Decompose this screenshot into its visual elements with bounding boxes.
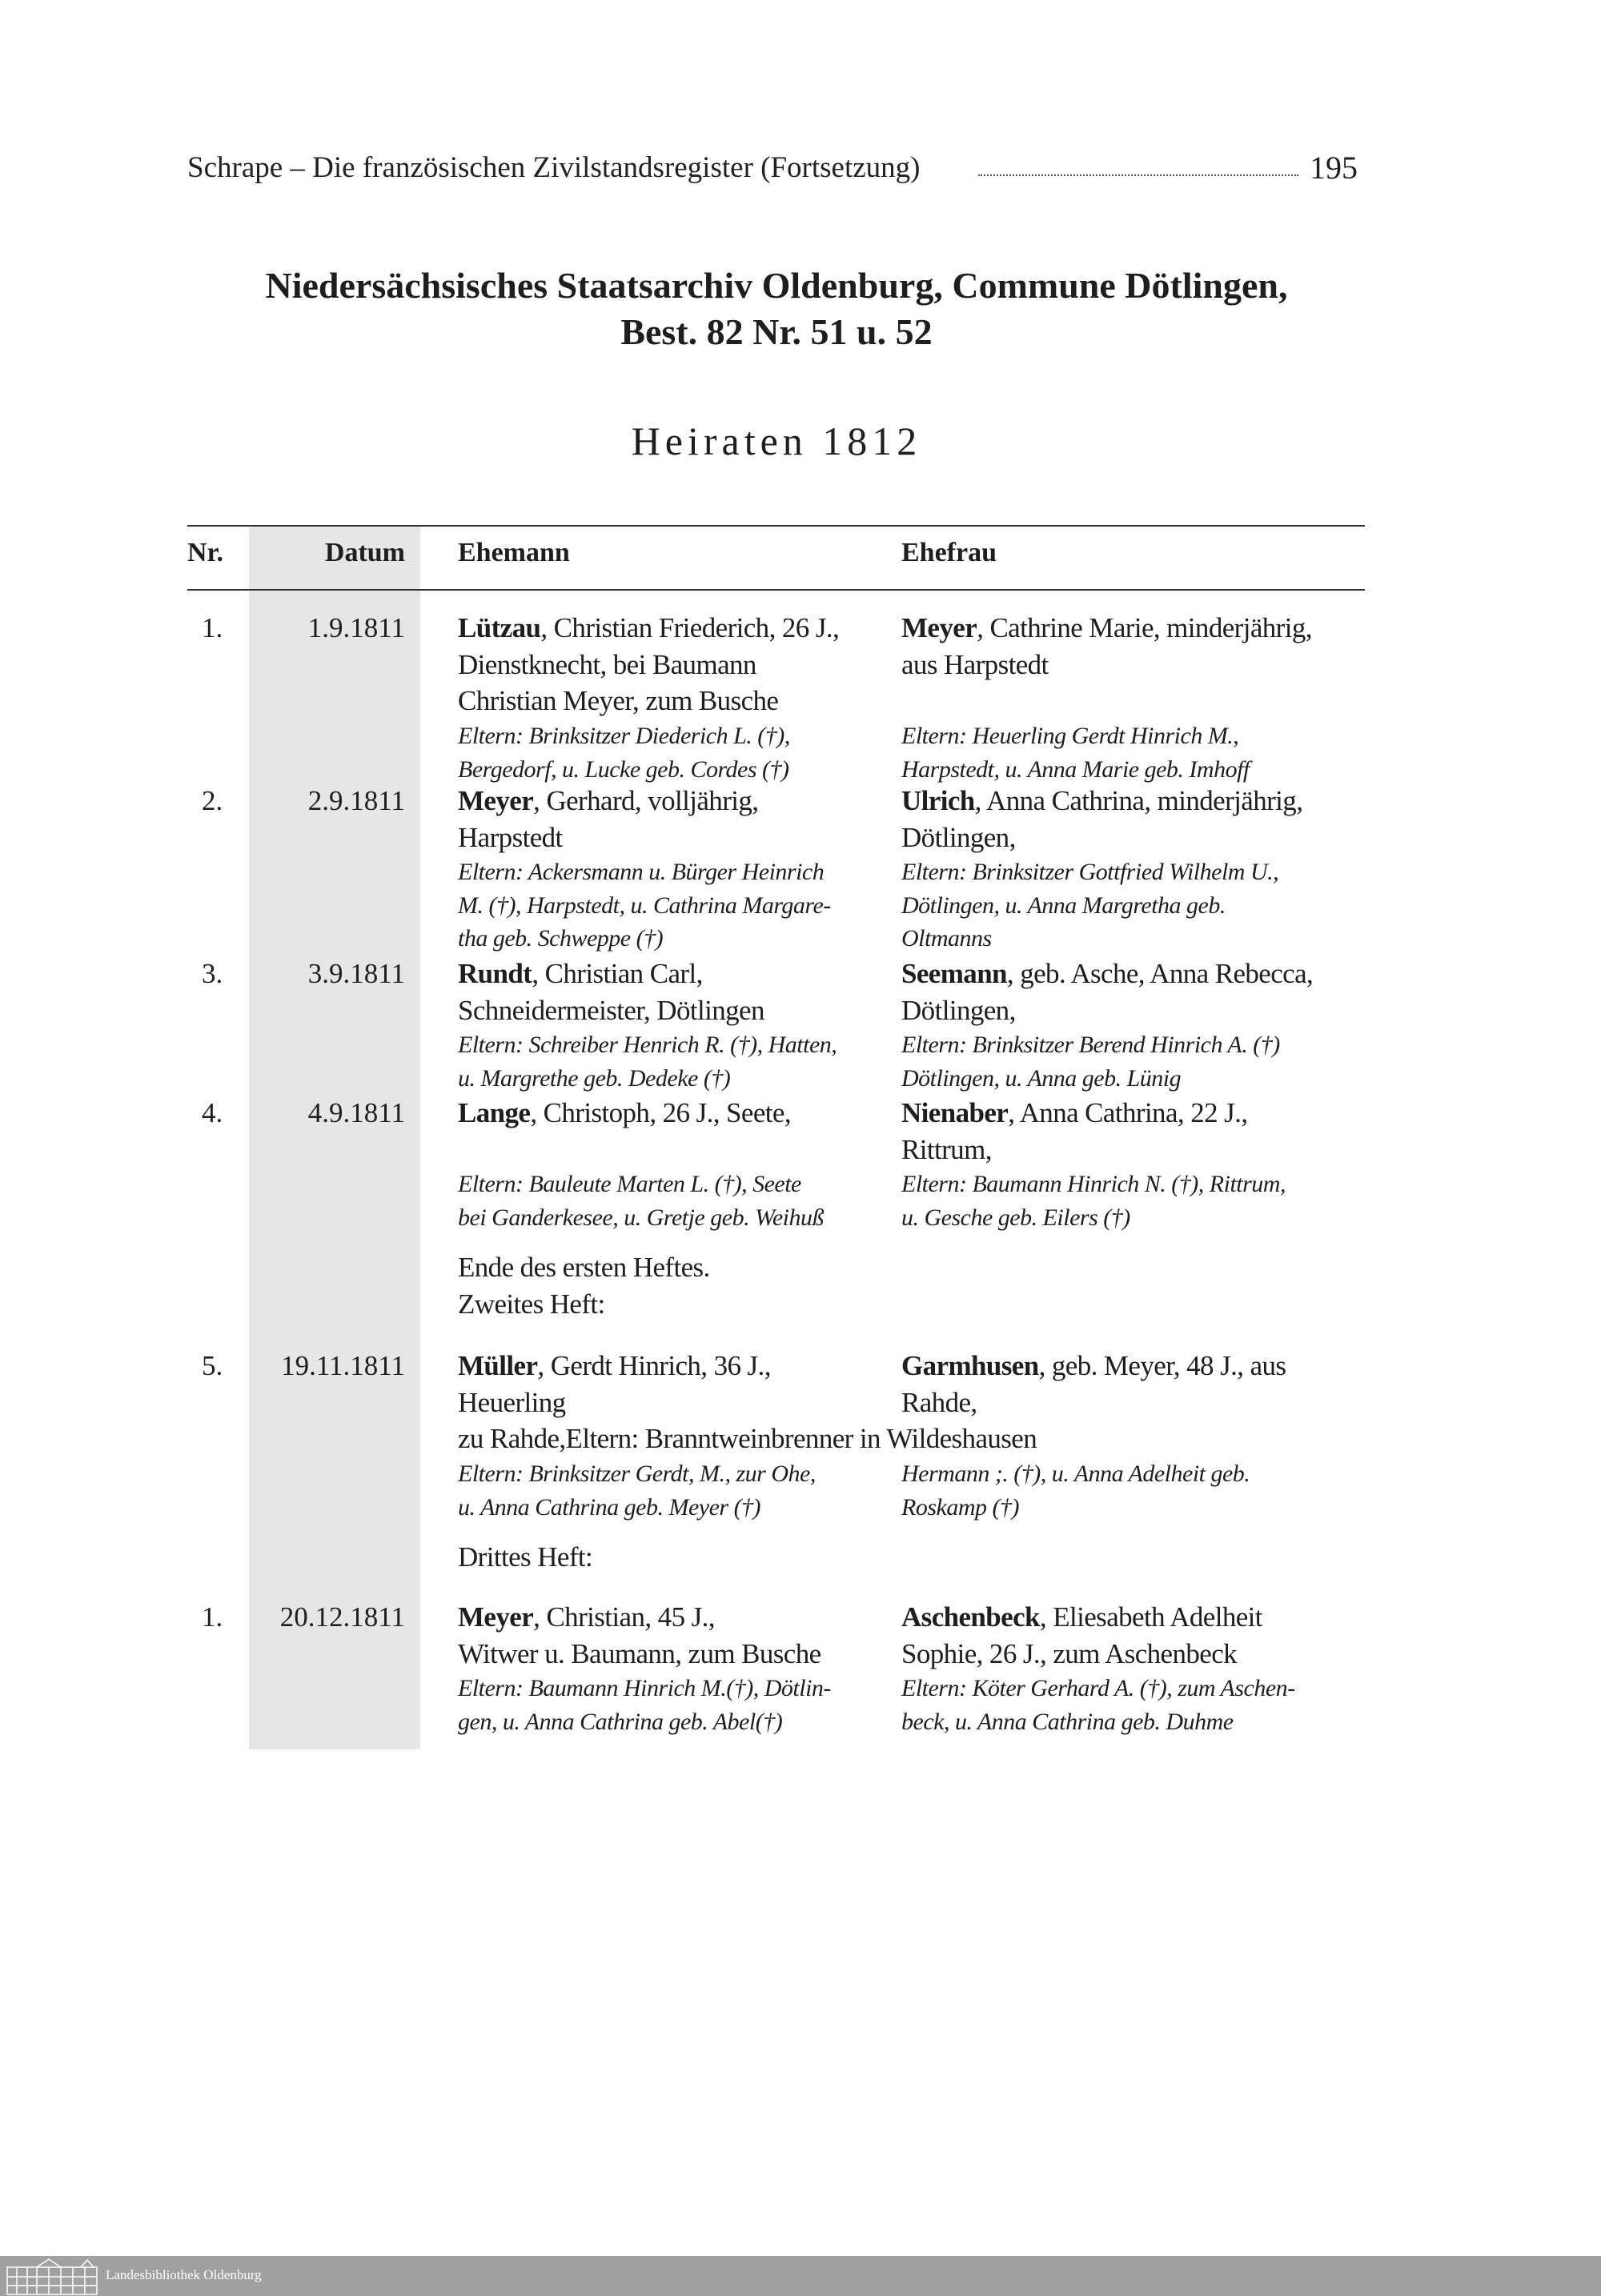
wife-surname: Nienaber xyxy=(901,1097,1009,1128)
husband-parents-line: u. Margrethe geb. Dedeke (†) xyxy=(458,1064,731,1092)
husband-line: Lange, Christoph, 26 J., Seete, xyxy=(458,1097,791,1128)
wife-parents xyxy=(901,719,1370,786)
wife-surname: Garmhusen xyxy=(901,1350,1039,1381)
wife-parents-line: u. Gesche geb. Eilers (†) xyxy=(901,1204,1130,1231)
husband-surname: Müller xyxy=(458,1350,538,1381)
parents-details xyxy=(458,1028,1370,1095)
husband-details xyxy=(458,610,901,719)
husband-line: Dienstknecht, bei Baumann xyxy=(458,648,756,680)
column-header-ehefrau: Ehefrau xyxy=(901,538,997,567)
table-header-rule xyxy=(187,589,1365,591)
wife-line xyxy=(901,683,1370,719)
spouse-details xyxy=(458,783,1370,855)
parents-details xyxy=(458,1457,1370,1524)
husband-parents-line: M. (†), Harpstedt, u. Cathrina Margare- xyxy=(458,892,831,919)
wife-details xyxy=(901,1095,1370,1168)
entry-number: 4. xyxy=(202,1097,223,1128)
entry-date: 1.9.1811 xyxy=(307,612,405,643)
wife-line: Rahde, xyxy=(901,1386,977,1418)
wife-parents-line: Eltern: Heuerling Gerdt Hinrich M., xyxy=(901,723,1239,750)
husband-line: Lützau, Christian Friederich, 26 J., xyxy=(458,612,840,643)
entry-number: 3. xyxy=(202,958,223,989)
wife-parents-line: Dötlingen, u. Anna geb. Lünig xyxy=(901,1064,1182,1092)
husband-parents-line: Eltern: Brinksitzer Diederich L. (†), xyxy=(458,723,790,750)
husband-parents xyxy=(458,855,901,956)
entry-number: 1. xyxy=(202,612,223,643)
husband-parents-line: Eltern: Baumann Hinrich M.(†), Dötlin- xyxy=(458,1675,831,1702)
parents-details xyxy=(458,855,1370,956)
wife-surname: Ulrich xyxy=(901,785,975,816)
husband-details xyxy=(458,1348,901,1420)
entry-body xyxy=(458,956,1370,1095)
husband-parents-line: u. Anna Cathrina geb. Meyer (†) xyxy=(458,1493,761,1521)
husband-surname: Lützau xyxy=(458,612,541,643)
spouse-details xyxy=(458,1095,1370,1168)
husband-details xyxy=(458,1599,901,1672)
entry-body xyxy=(458,1348,1370,1524)
husband-parents-line: Eltern: Brinksitzer Gerdt, M., zur Ohe, xyxy=(458,1461,816,1488)
entry-date: 2.9.1811 xyxy=(307,785,405,816)
wife-details xyxy=(901,1348,1370,1420)
husband-parents-line: Eltern: Schreiber Henrich R. (†), Hatten, xyxy=(458,1032,837,1059)
wife-parents-line: Eltern: Brinksitzer Gottfried Wilhelm U., xyxy=(901,859,1279,886)
wife-line: Dötlingen, xyxy=(901,994,1016,1026)
entry-body xyxy=(458,610,1370,786)
entry-date: 3.9.1811 xyxy=(307,958,405,989)
husband-line: Heuerling xyxy=(458,1386,566,1418)
wife-line: Sophie, 26 J., zum Aschenbeck xyxy=(901,1637,1238,1669)
entry-date: 4.9.1811 xyxy=(307,1097,405,1128)
husband-line: Meyer, Gerhard, volljährig, xyxy=(458,785,759,816)
entry-number: 1. xyxy=(202,1601,223,1633)
wife-parents-line: Oltmanns xyxy=(901,925,992,952)
entry-body xyxy=(458,1599,1370,1738)
entry-number: 2. xyxy=(202,785,223,816)
husband-line: Müller, Gerdt Hinrich, 36 J., xyxy=(458,1350,771,1381)
wife-parents-line: Eltern: Baumann Hinrich N. (†), Rittrum, xyxy=(901,1171,1286,1198)
husband-details xyxy=(458,1095,901,1168)
wife-details xyxy=(901,783,1370,855)
wife-surname: Seemann xyxy=(901,958,1007,989)
wife-line: Nienaber, Anna Cathrina, 22 J., xyxy=(901,1097,1248,1128)
husband-surname: Meyer xyxy=(458,785,534,816)
table-top-rule xyxy=(187,525,1365,527)
spouse-details xyxy=(458,1348,1370,1420)
husband-parents-line: Eltern: Bauleute Marten L. (†), Seete xyxy=(458,1171,801,1198)
parents-details xyxy=(458,1168,1370,1234)
husband-line: Harpstedt xyxy=(458,821,563,853)
husband-line: Rundt, Christian Carl, xyxy=(458,958,703,989)
date-column-shading xyxy=(249,526,420,1749)
husband-parents-line: Bergedorf, u. Lucke geb. Cordes (†) xyxy=(458,755,789,783)
husband-surname: Meyer xyxy=(458,1601,534,1633)
entry-number: 5. xyxy=(202,1350,223,1381)
wife-line: Rittrum, xyxy=(901,1133,992,1165)
wife-details xyxy=(901,610,1370,719)
wife-parents xyxy=(901,1672,1370,1738)
husband-line xyxy=(458,1132,901,1168)
wife-details xyxy=(901,956,1370,1028)
parents-details xyxy=(458,1672,1370,1738)
entry-body xyxy=(458,783,1370,956)
wife-line: Meyer, Cathrine Marie, minderjährig, xyxy=(901,612,1312,643)
wife-parents xyxy=(901,1168,1370,1234)
wife-surname: Aschenbeck xyxy=(901,1601,1040,1633)
husband-parents-line: tha geb. Schweppe (†) xyxy=(458,925,664,952)
husband-line: Christian Meyer, zum Busche xyxy=(458,685,779,717)
wife-parents-line: Dötlingen, u. Anna Margretha geb. xyxy=(901,892,1226,919)
note-third-booklet: Drittes Heft: xyxy=(458,1541,593,1573)
wife-parents-line: Eltern: Köter Gerhard A. (†), zum Aschen- xyxy=(901,1675,1295,1702)
entry-body xyxy=(458,1095,1370,1234)
spouse-details xyxy=(458,1599,1370,1672)
husband-parents xyxy=(458,1168,901,1234)
wife-line: Garmhusen, geb. Meyer, 48 J., aus xyxy=(901,1350,1286,1381)
parents-details xyxy=(458,719,1370,786)
page-title-line-2: Best. 82 Nr. 51 u. 52 xyxy=(620,311,933,352)
column-header-datum: Datum xyxy=(324,538,405,567)
spouse-details xyxy=(458,610,1370,719)
husband-line: Meyer, Christian, 45 J., xyxy=(458,1601,715,1633)
husband-parents xyxy=(458,1457,901,1524)
note-end-first-booklet: Ende des ersten Heftes. xyxy=(458,1252,710,1283)
husband-parents-line: Eltern: Ackersmann u. Bürger Heinrich xyxy=(458,859,825,886)
husband-parents xyxy=(458,1672,901,1738)
wife-surname: Meyer xyxy=(901,612,977,643)
entry-date: 20.12.1811 xyxy=(279,1601,405,1633)
wife-parents xyxy=(901,855,1370,956)
husband-line: Witwer u. Baumann, zum Busche xyxy=(458,1637,821,1669)
wife-parents xyxy=(901,1028,1370,1095)
husband-surname: Rundt xyxy=(458,958,532,989)
husband-parents-line: gen, u. Anna Cathrina geb. Abel(†) xyxy=(458,1708,783,1735)
header-dotted-rule xyxy=(978,174,1298,176)
wife-parents xyxy=(901,1457,1370,1524)
husband-line: Schneidermeister, Dötlingen xyxy=(458,994,764,1026)
wife-line: Seemann, geb. Asche, Anna Rebecca, xyxy=(901,958,1314,989)
column-header-ehemann: Ehemann xyxy=(458,538,570,567)
husband-parents xyxy=(458,719,901,786)
section-title: Heiraten 1812 xyxy=(631,419,922,463)
page-number: 195 xyxy=(1310,150,1358,186)
wife-parents-line: beck, u. Anna Cathrina geb. Duhme xyxy=(901,1708,1234,1735)
page-title-line-1: Niedersächsisches Staatsarchiv Oldenburg, Commune Dötlingen, xyxy=(265,265,1288,306)
husband-parents-line: bei Ganderkesee, u. Gretje geb. Weihuß xyxy=(458,1204,824,1231)
husband-surname: Lange xyxy=(458,1097,531,1128)
wife-parents-line: Hermann ;. (†), u. Anna Adelheit geb. xyxy=(901,1461,1250,1488)
husband-details xyxy=(458,956,901,1028)
husband-parents xyxy=(458,1028,901,1095)
footer-library-name: Landesbibliothek Oldenburg xyxy=(106,2267,262,2282)
husband-details xyxy=(458,783,901,855)
wife-parents-line: Roskamp (†) xyxy=(901,1493,1019,1521)
spouse-details xyxy=(458,956,1370,1028)
library-building-logo-icon xyxy=(5,2258,99,2296)
wife-line: aus Harpstedt xyxy=(901,648,1049,680)
spanning-note: zu Rahde,Eltern: Branntweinbrenner in Wildeshausen xyxy=(458,1423,1037,1455)
entry-date: 19.11.1811 xyxy=(281,1350,405,1381)
note-second-booklet: Zweites Heft: xyxy=(458,1288,605,1320)
column-header-nr: Nr. xyxy=(187,538,224,567)
wife-parents-line: Harpstedt, u. Anna Marie geb. Imhoff xyxy=(901,755,1250,783)
wife-parents-line: Eltern: Brinksitzer Berend Hinrich A. (†) xyxy=(901,1032,1280,1059)
wife-details xyxy=(901,1599,1370,1672)
wife-line: Aschenbeck, Eliesabeth Adelheit xyxy=(901,1601,1262,1633)
wife-line: Dötlingen, xyxy=(901,821,1016,853)
running-head: Schrape – Die französischen Zivilstandsregister (Fortsetzung) xyxy=(187,151,921,184)
wife-line: Ulrich, Anna Cathrina, minderjährig, xyxy=(901,785,1303,816)
